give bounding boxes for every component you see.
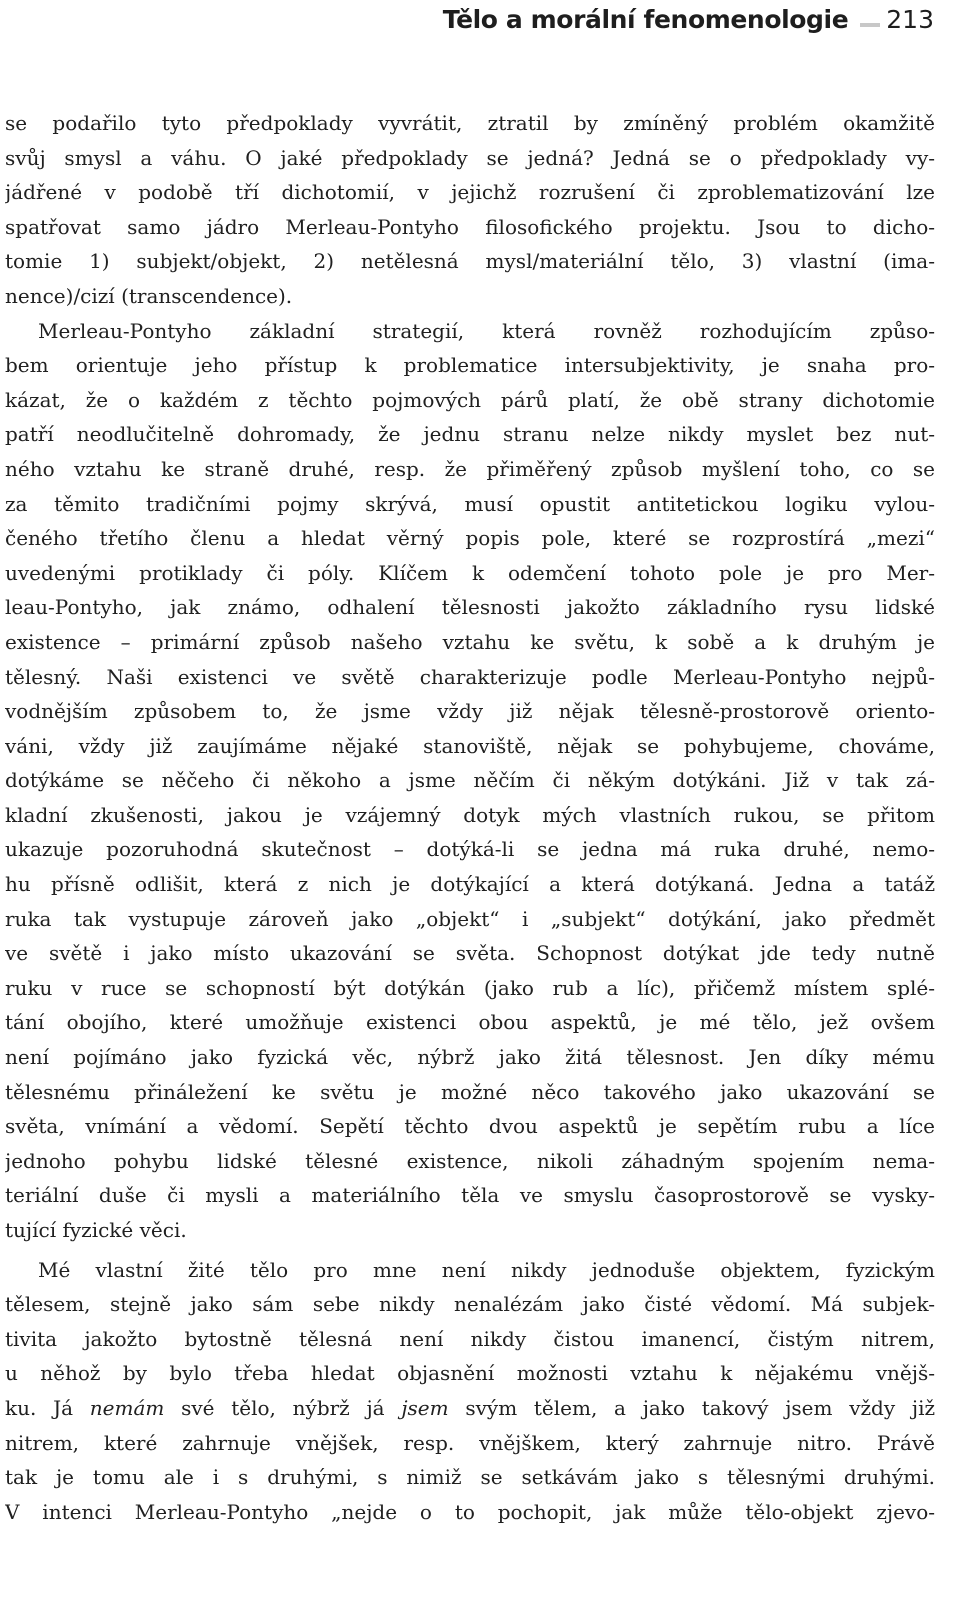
header-rule bbox=[860, 23, 880, 27]
text-line: Merleau-Pontyho základní strategií, která rovněž rozhodujícím způso- bbox=[38, 318, 935, 343]
text-line: ného vztahu ke straně druhé, resp. že přiměřený způsob myšlení toho, co se bbox=[5, 456, 935, 481]
text-line: svůj smysl a váhu. O jaké předpoklady se jedná? Jedná se o předpoklady vy- bbox=[5, 145, 935, 170]
text-line: čeného třetího členu a hledat věrný popis pole, které se rozprostírá „mezi“ bbox=[5, 526, 935, 551]
text-segment: ku. Já bbox=[5, 1395, 90, 1420]
emphasis-jsem: jsem bbox=[401, 1395, 449, 1420]
text-line: nitrem, které zahrnuje vnějšek, resp. vnějškem, který zahrnuje nitro. Právě bbox=[5, 1430, 935, 1455]
text-line: V intenci Merleau-Pontyho „nejde o to pochopit, jak může tělo-objekt zjevo- bbox=[5, 1499, 935, 1524]
text-line: není pojímáno jako fyzická věc, nýbrž jako žitá tělesnost. Jen díky mému bbox=[5, 1045, 935, 1070]
text-line: se podařilo tyto předpoklady vyvrátit, ztratil by zmíněný problém okamžitě bbox=[5, 111, 935, 135]
text-line: u něhož by bylo třeba hledat objasnění možnosti vztahu k nějakému vnějš- bbox=[5, 1361, 935, 1386]
text-line: spatřovat samo jádro Merleau-Pontyho filosofického projektu. Jsou to dicho- bbox=[5, 214, 935, 239]
text-segment: své tělo, nýbrž já bbox=[164, 1395, 402, 1420]
running-header bbox=[0, 2, 934, 36]
page-number: 213 bbox=[886, 4, 934, 34]
text-line: váni, vždy již zaujímáme nějaké stanoviště, nějak se pohybujeme, chováme, bbox=[5, 733, 935, 758]
text-line: tivita jakožto bytostně tělesná není nikdy čistou imanencí, čistým nitrem, bbox=[5, 1326, 935, 1351]
text-line: kázat, že o každém z těchto pojmových párů platí, že obě strany dichotomie bbox=[5, 387, 935, 412]
text-line-with-emphasis bbox=[5, 1391, 935, 1426]
text-line: uvedenými protiklady či póly. Klíčem k odemčení tohoto pole je pro Mer- bbox=[5, 560, 935, 585]
text-line: teriální duše či mysli a materiálního těla ve smyslu časoprostorově se vysky- bbox=[5, 1183, 935, 1208]
text-line: tělesem, stejně jako sám sebe nikdy nenalézám jako čisté vědomí. Má subjek- bbox=[5, 1292, 935, 1317]
text-line: Mé vlastní žité tělo pro mne není nikdy jednoduše objektem, fyzickým bbox=[38, 1257, 935, 1282]
text-line: ruku v ruce se schopností být dotýkán (jako rub a líc), přičemž místem splé- bbox=[5, 975, 935, 1000]
text-line: jednoho pohybu lidské tělesné existence, nikoli záhadným spojením nema- bbox=[5, 1148, 935, 1173]
text-line: existence – primární způsob našeho vztahu ke světu, k sobě a k druhým je bbox=[5, 629, 935, 654]
text-line: tomie 1) subjekt/objekt, 2) netělesná mysl/materiální tělo, 3) vlastní (ima- bbox=[5, 249, 935, 274]
body-text bbox=[5, 106, 935, 1529]
text-line: vodnějším způsobem to, že jsme vždy již nějak tělesně-prostorově oriento- bbox=[5, 699, 935, 724]
text-line: tak je tomu ale i s druhými, s nimiž se setkávám jako s tělesnými druhými. bbox=[5, 1465, 935, 1490]
chapter-title: Tělo a morální fenomenologie bbox=[442, 4, 849, 34]
text-line: tující fyzické věci. bbox=[5, 1218, 187, 1242]
text-line: světa, vnímání a vědomí. Sepětí těchto dvou aspektů je sepětím rubu a líce bbox=[5, 1114, 935, 1139]
emphasis-nemam: nemám bbox=[89, 1395, 165, 1420]
text-line: ruka tak vystupuje zároveň jako „objekt“ i „subjekt“ dotýkání, jako předmět bbox=[5, 906, 935, 931]
paragraph-1 bbox=[5, 106, 935, 314]
text-line: leau-Pontyho, jak známo, odhalení tělesnosti jakožto základního rysu lidské bbox=[5, 595, 935, 620]
text-segment: svým tělem, a jako takový jsem vždy již bbox=[448, 1395, 935, 1420]
text-line: tělesnému přináležení ke světu je možné něco takového jako ukazování se bbox=[5, 1079, 935, 1104]
text-line: tělesný. Naši existenci ve světě charakterizuje podle Merleau-Pontyho nejpů- bbox=[5, 664, 935, 689]
text-line: patří neodlučitelně dohromady, že jednu stranu nelze nikdy myslet bez nut- bbox=[5, 422, 935, 447]
text-line: za těmito tradičními pojmy skrývá, musí opustit antitetickou logiku vylou- bbox=[5, 491, 935, 516]
text-line: bem orientuje jeho přístup k problematice intersubjektivity, je snaha pro- bbox=[5, 353, 935, 378]
text-line: hu přísně odlišit, která z nich je dotýkající a která dotýkaná. Jedna a tatáž bbox=[5, 872, 935, 897]
paragraph-2 bbox=[5, 314, 935, 1248]
text-line: tání obojího, které umožňuje existenci obou aspektů, je mé tělo, jež ovšem bbox=[5, 1010, 935, 1035]
text-line: jádřené v podobě tří dichotomií, v jejichž rozrušení či zproblematizování lze bbox=[5, 180, 935, 205]
text-line: dotýkáme se něčeho či někoho a jsme něčím či někým dotýkáni. Již v tak zá- bbox=[5, 768, 935, 793]
text-line: ukazuje pozoruhodná skutečnost – dotýká-li se jedna má ruka druhé, nemo- bbox=[5, 837, 935, 862]
text-line: kladní zkušenosti, jakou je vzájemný dotyk mých vlastních rukou, se přitom bbox=[5, 802, 935, 827]
paragraph-3 bbox=[5, 1253, 935, 1530]
text-line: ve světě i jako místo ukazování se světa. Schopnost dotýkat jde tedy nutně bbox=[5, 941, 935, 966]
text-line: nence)/cizí (transcendence). bbox=[5, 283, 293, 308]
